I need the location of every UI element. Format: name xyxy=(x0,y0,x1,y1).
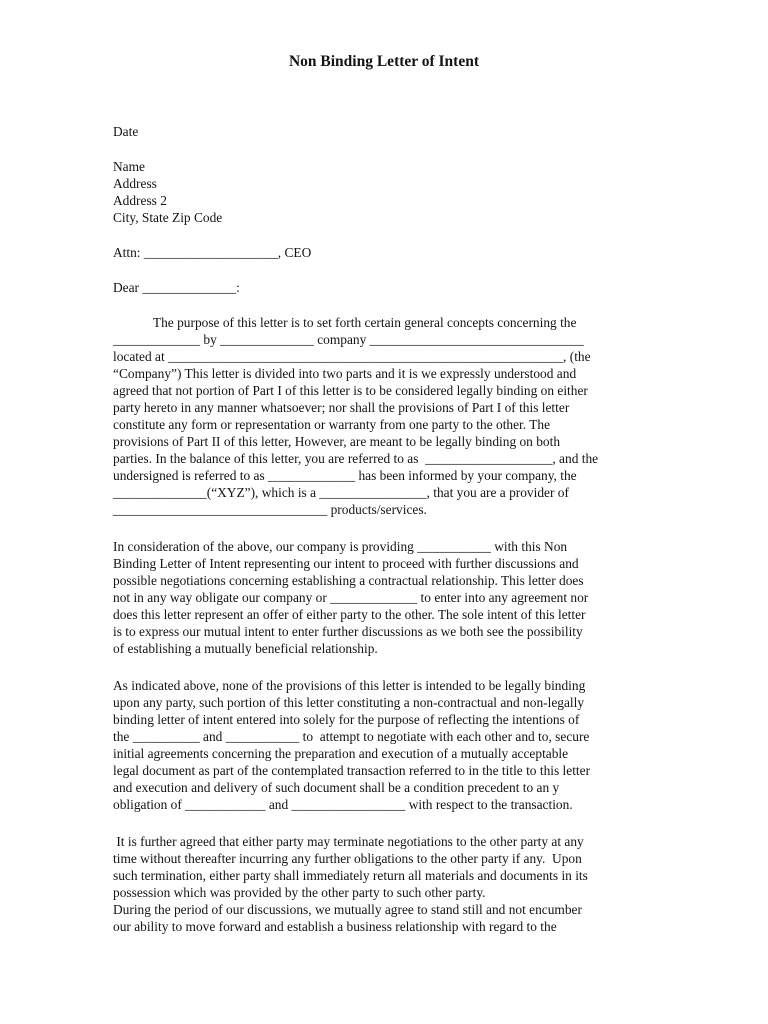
attn-line: Attn: ____________________, CEO xyxy=(113,245,312,260)
paragraph-4-line: It is further agreed that either party may terminate negotiations to the other party at any xyxy=(113,834,584,849)
name-line: Name xyxy=(113,159,145,174)
address-line: Address xyxy=(113,176,157,191)
paragraph-1-line: parties. In the balance of this letter, you are referred to as ___________________, and the xyxy=(113,451,599,466)
paragraph-4-line: During the period of our discussions, we mutually agree to stand still and not encumber xyxy=(113,902,582,917)
paragraph-1-line: constitute any form or representation or warranty from one party to the other. The xyxy=(113,417,551,432)
city-state-zip-line: City, State Zip Code xyxy=(113,210,223,225)
paragraph-1-line: The purpose of this letter is to set forth certain general concepts concerning the xyxy=(113,315,577,330)
paragraph-1-line: _____________ by ______________ company ________________________________ xyxy=(113,332,584,347)
paragraph-3-line: As indicated above, none of the provisions of this letter is intended to be legally binding xyxy=(113,678,586,693)
paragraph-2-line: of establishing a mutually beneficial relationship. xyxy=(113,641,378,656)
paragraph-1-line: located at ___________________________________________________________, (the xyxy=(113,349,591,364)
document-title: Non Binding Letter of Intent xyxy=(288,53,480,70)
paragraph-2-line: does this letter represent an offer of either party to the other. The sole intent of this letter xyxy=(113,607,586,622)
paragraph-2-line: Binding Letter of Intent representing our intent to proceed with further discussions and xyxy=(113,556,579,571)
paragraph-1-line: undersigned is referred to as _____________ has been informed by your company, the xyxy=(113,468,577,483)
paragraph-3-line: binding letter of intent entered into solely for the purpose of reflecting the intentions of xyxy=(113,712,580,727)
salutation-line: Dear ______________: xyxy=(113,280,240,295)
paragraph-4-line: such termination, either party shall immediately return all materials and documents in its xyxy=(113,868,588,883)
paragraph-2-line: In consideration of the above, our company is providing ___________ with this Non xyxy=(113,539,568,554)
paragraph-1-line: party hereto in any manner whatsoever; nor shall the provisions of Part I of this letter xyxy=(113,400,570,415)
paragraph-2-line: not in any way obligate our company or _____________ to enter into any agreement nor xyxy=(113,590,589,605)
paragraph-3-line: obligation of ____________ and _________________ with respect to the transaction. xyxy=(113,797,573,812)
paragraph-1-line: provisions of Part II of this letter, However, are meant to be legally binding on both xyxy=(113,434,561,449)
paragraph-2-line: is to express our mutual intent to enter further discussions as we both see the possibility xyxy=(113,624,583,639)
paragraph-3-line: initial agreements concerning the preparation and execution of a mutually acceptable xyxy=(113,746,569,761)
address-2-line: Address 2 xyxy=(113,193,167,208)
paragraph-4-line: our ability to move forward and establish a business relationship with regard to the xyxy=(113,919,557,934)
paragraph-1-line: ________________________________ products/services. xyxy=(113,502,427,517)
paragraph-1-line: agreed that not portion of Part I of this letter is to be considered legally binding on either xyxy=(113,383,588,398)
paragraph-3-line: the __________ and ___________ to attempt to negotiate with each other and to, secure xyxy=(113,729,590,744)
paragraph-3-line: legal document as part of the contemplated transaction referred to in the title to this letter xyxy=(113,763,591,778)
paragraph-4-line: possession which was provided by the other party to such other party. xyxy=(113,885,486,900)
paragraph-3-line: upon any party, such portion of this letter constituting a non-contractual and non-legally xyxy=(113,695,585,710)
date-line: Date xyxy=(113,124,139,139)
paragraph-4-line: time without thereafter incurring any further obligations to the other party if any. Upon xyxy=(113,851,582,866)
paragraph-1-line: ______________(“XYZ”), which is a ________________, that you are a provider of xyxy=(113,485,569,500)
paragraph-1-line: “Company”) This letter is divided into two parts and it is we expressly understood and xyxy=(113,366,577,381)
paragraph-2-line: possible negotiations concerning establishing a contractual relationship. This letter does xyxy=(113,573,584,588)
paragraph-3-line: and execution and delivery of such document shall be a condition precedent to an y xyxy=(113,780,560,795)
